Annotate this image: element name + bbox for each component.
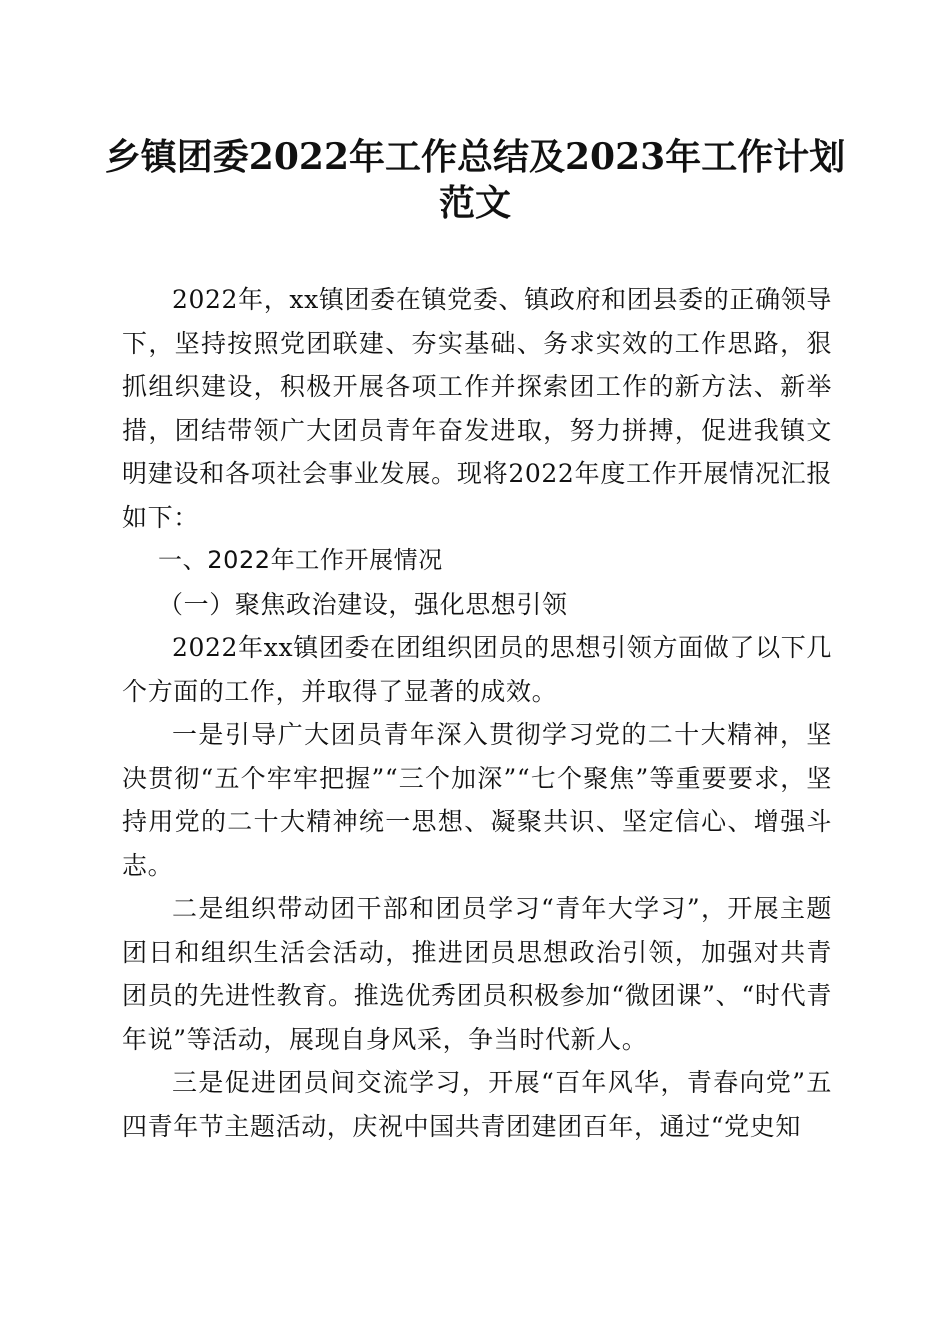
body-paragraph: 三是促进团员间交流学习，开展“百年风华，青春向党”五四青年节主题活动，庆祝中国共青团建团百年，通过“党史知 [122,1068,832,1141]
document-title-line2: 范文 [438,182,511,224]
body-paragraph: 一是引导广大团员青年深入贯彻学习党的二十大精神，坚决贯彻“五个牢牢把握”“三个加深”“七个聚焦”等重要要求，坚持用党的二十大精神统一思想、凝聚共识、坚定信心、增强斗志。 [122,720,832,880]
intro-paragraph: 2022年，xx镇团委在镇党委、镇政府和团县委的正确领导下，坚持按照党团联建、夯实基础、务求实效的工作思路，狠抓组织建设，积极开展各项工作并探索团工作的新方法、新举措，团结带领广大团员青年奋发进取，努力拼搏，促进我镇文明建设和各项社会事业发展。现将2022年度工作开展情况汇报如下： [122,285,832,532]
subsection-heading: （一）聚焦政治建设，强化思想引领 [158,589,568,619]
section-heading: 一、2022年工作开展情况 [158,546,443,574]
body-paragraph: 二是组织带动团干部和团员学习“青年大学习”，开展主题团日和组织生活会活动，推进团员思想政治引领，加强对共青团员的先进性教育。推选优秀团员积极参加“微团课”、“时代青年说”等活动，展现自身风采，争当时代新人。 [122,894,832,1054]
document-title-line1: 乡镇团委2022年工作总结及2023年工作计划 [104,136,846,178]
document-body [122,278,832,1148]
body-paragraph: 2022年xx镇团委在团组织团员的思想引领方面做了以下几个方面的工作，并取得了显著的成效。 [122,633,832,706]
